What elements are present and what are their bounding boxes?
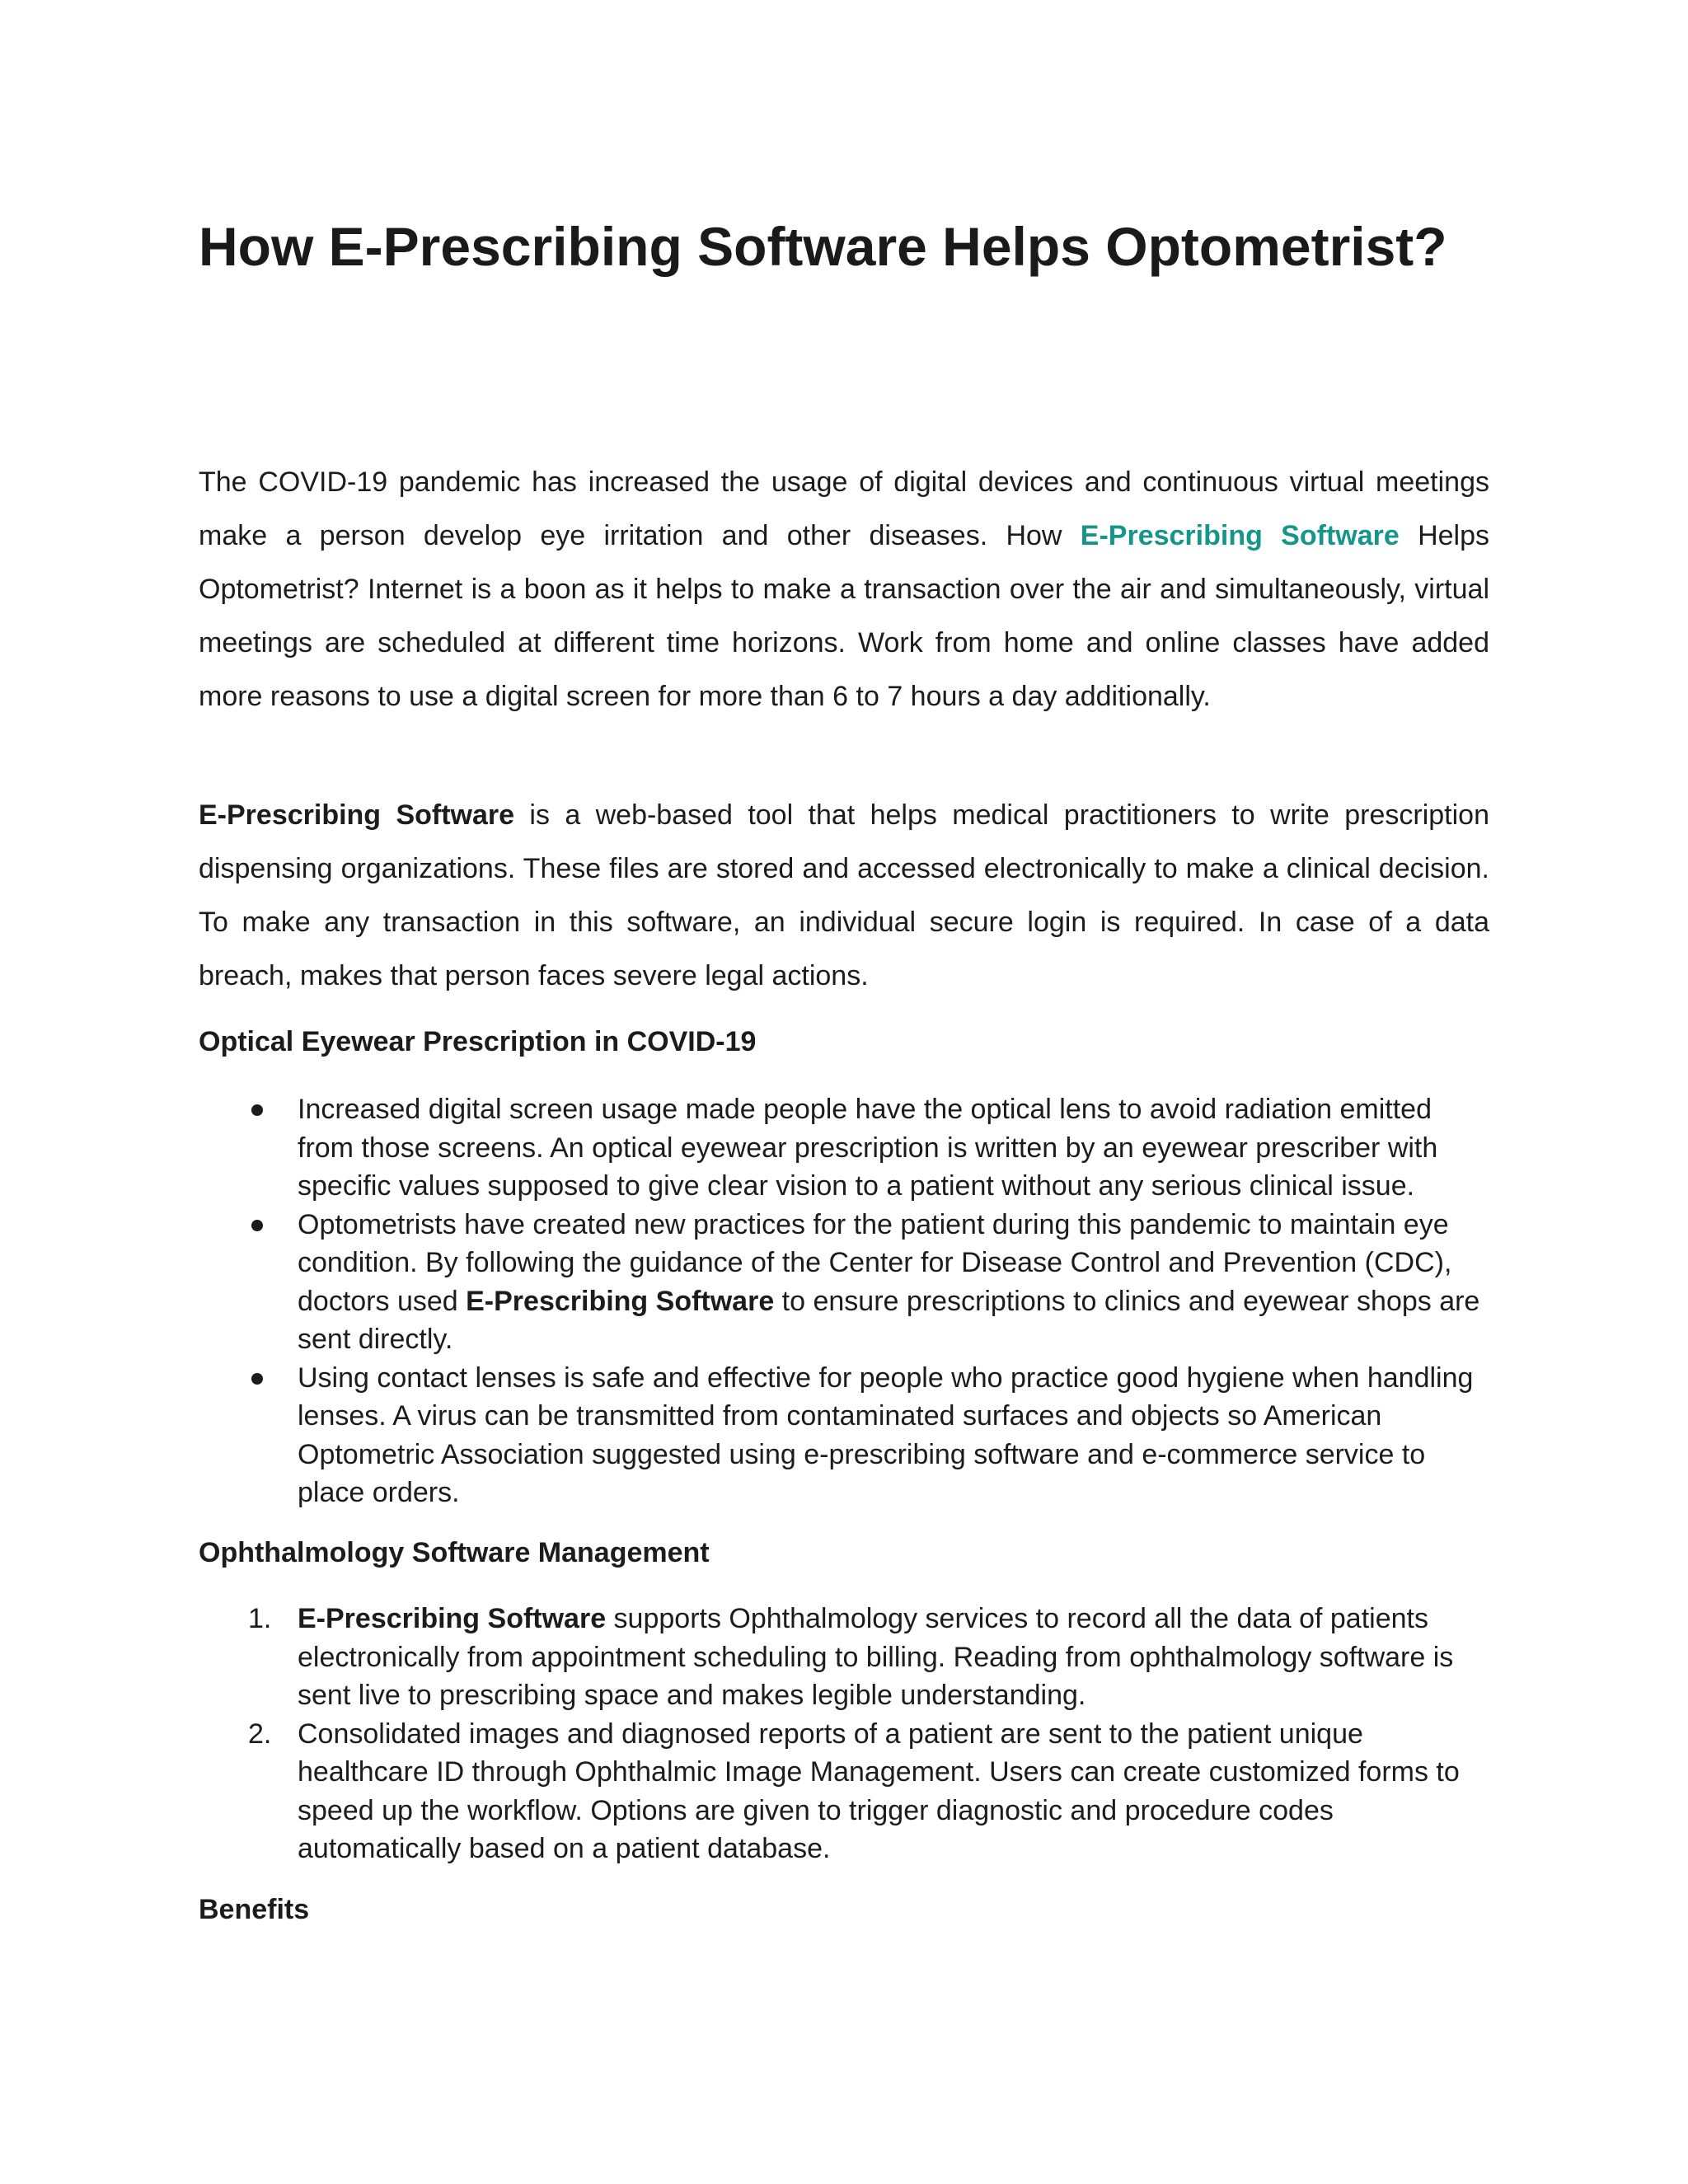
definition-text: is a web-based tool that helps medical practitioners to write prescription dispensing organizations. These files are stored and accessed electronically to make a clinical decision. To make any transaction in this software, an individual secure login is required. In case of a data breach, makes that person faces severe legal actions. [199,799,1489,991]
bullet-icon [251,1104,263,1116]
list-item-bold-term: E-Prescribing Software [466,1285,775,1317]
intro-text-end: Helps Optometrist? Internet is a boon as it helps to make a transaction over the air and simultaneously, virtual meetings are scheduled at different time horizons. Work from home and online classes have added more reasons to use a digital screen for more than 6 to 7 hours a day additionally. [199,520,1489,712]
eyewear-bullet-list [199,1090,1489,1512]
intro-paragraph [199,456,1489,724]
bullet-icon [251,1373,263,1385]
benefits-section-heading: Benefits [199,1894,310,1925]
intro-text-start: The COVID-19 pandemic has increased the usage of digital devices and continuous virtual meetings make a person develop eye irritation and other diseases. How [199,466,1489,551]
eyewear-section-heading: Optical Eyewear Prescription in COVID-19 [199,1026,757,1057]
page-title: How E-Prescribing Software Helps Optometrist? [199,216,1447,277]
list-item [199,1359,1489,1512]
list-item-text: to ensure prescriptions to clinics and eyewear shops are sent directly. [298,1285,1480,1355]
e-prescribing-software-link[interactable]: E-Prescribing Software [1080,520,1400,551]
definition-bold-term: E-Prescribing Software [199,799,515,831]
list-number: 1. [248,1603,272,1634]
ophthalmology-numbered-list [199,1600,1489,1868]
list-item-text: Optometrists have created new practices for the patient during this pandemic to maintain eye condition. By following the guidance of the Center for Disease Control and Prevention (CDC), doctors used [298,1208,1452,1317]
list-item-bold-term: E-Prescribing Software [298,1603,607,1634]
list-item [199,1600,1489,1715]
list-item [199,1715,1489,1868]
ophthalmology-section-heading: Ophthalmology Software Management [199,1537,710,1568]
list-number: 2. [248,1718,272,1750]
list-item-text: Using contact lenses is safe and effective for people who practice good hygiene when handling lenses. A virus can be transmitted from contaminated surfaces and objects so American Optometric Association suggested using e-prescribing software and e-commerce service to place orders. [298,1361,1474,1508]
bullet-icon [251,1220,263,1231]
list-item-text: supports Ophthalmology services to record all the data of patients electronically from appointment scheduling to billing. Reading from ophthalmology software is sent live to prescribing space and makes legible understanding. [298,1603,1454,1711]
definition-paragraph [199,789,1489,1003]
list-item-text: Increased digital screen usage made people have the optical lens to avoid radiation emitted from those screens. An optical eyewear prescription is written by an eyewear prescriber with specific values supposed to give clear vision to a patient without any serious clinical issue. [298,1094,1438,1202]
list-item-text: Consolidated images and diagnosed reports of a patient are sent to the patient unique healthcare ID through Ophthalmic Image Management. Users can create customized forms to speed up the workflow. Options are given to trigger diagnostic and procedure codes automatically based on a patient database. [298,1718,1460,1864]
list-item [199,1206,1489,1359]
list-item [199,1090,1489,1206]
